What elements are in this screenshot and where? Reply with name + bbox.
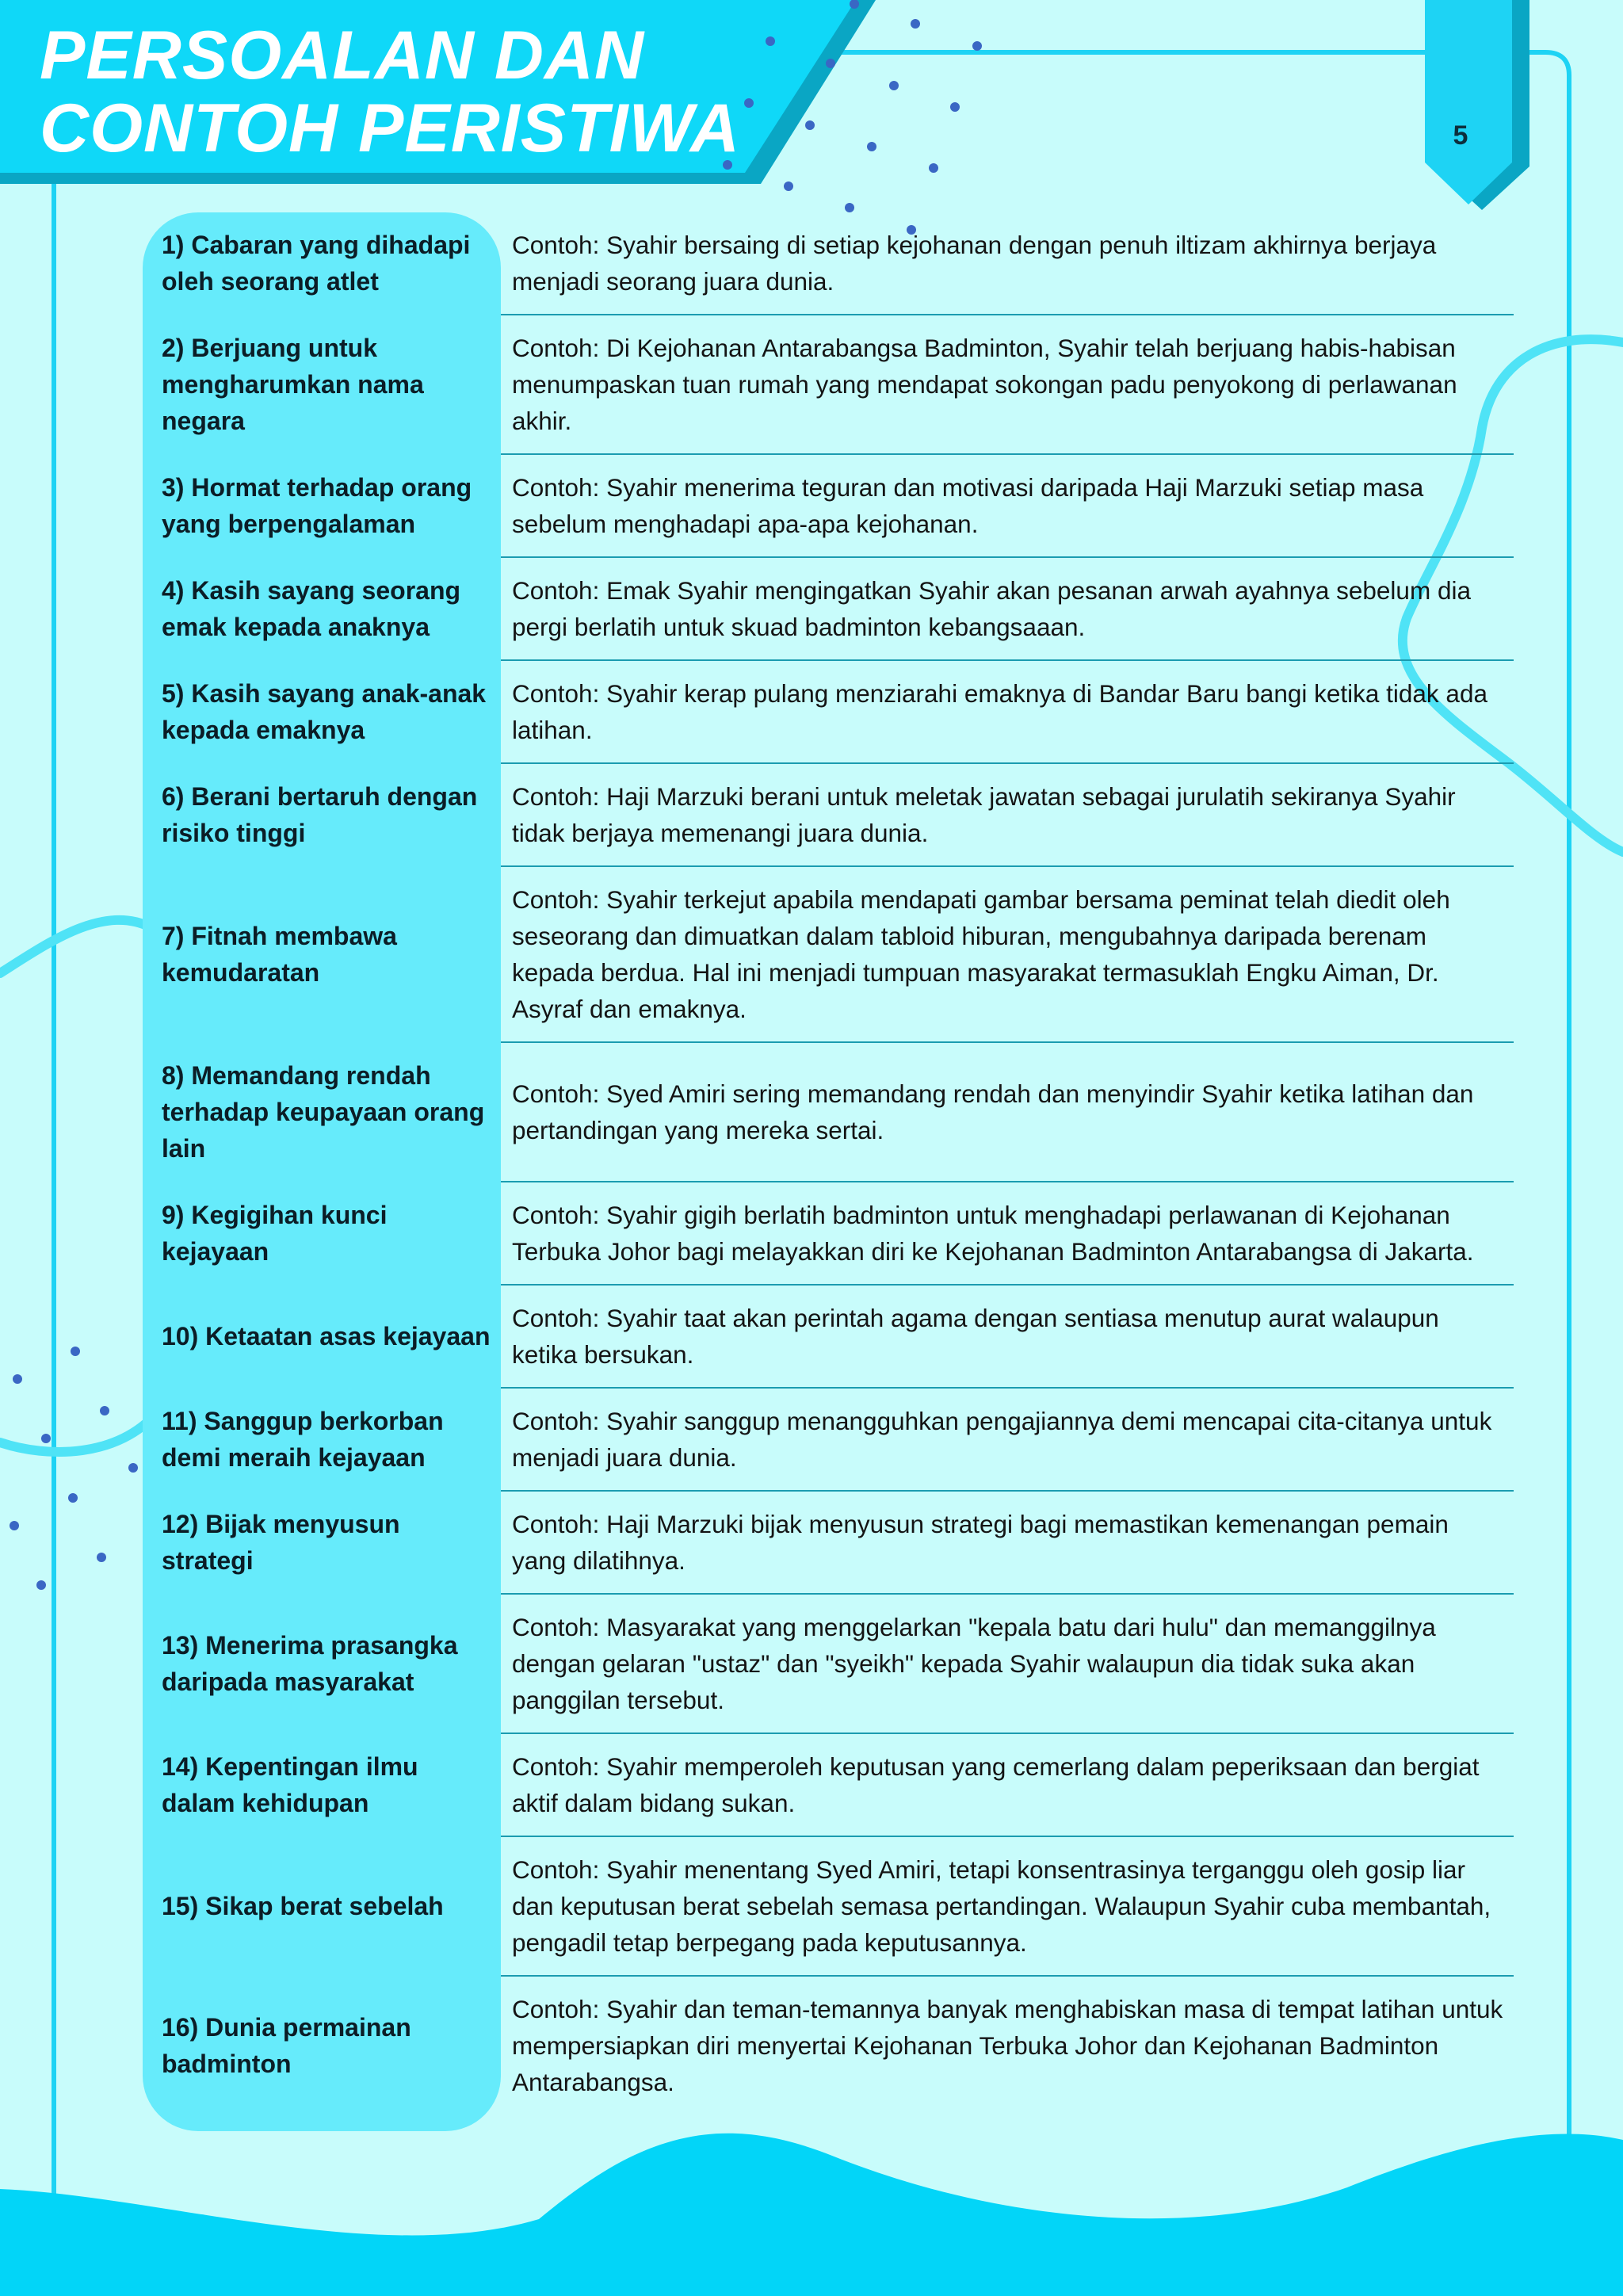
table-row <box>143 1388 1514 1491</box>
example-cell: Contoh: Haji Marzuki berani untuk meletak jawatan sebagai jurulatih sekiranya Syahir tidak berjaya memenangi juara dunia. <box>501 763 1514 866</box>
example-cell: Contoh: Syahir memperoleh keputusan yang cemerlang dalam peperiksaan dan bergiat aktif dalam bidang sukan. <box>501 1733 1514 1836</box>
topic-cell: 12) Bijak menyusun strategi <box>162 1510 400 1575</box>
table-body <box>143 212 1514 2115</box>
table-row <box>143 212 1514 315</box>
table-row <box>143 1836 1514 1976</box>
example-cell: Contoh: Syahir dan teman-temannya banyak menghabiskan masa di tempat latihan untuk mempersiapkan diri menyertai Kejohanan Terbuka Johor dan Kejohanan Badminton Antarabangsa. <box>512 1995 1503 2096</box>
example-cell: Contoh: Emak Syahir mengingatkan Syahir akan pesanan arwah ayahnya sebelum dia pergi berlatih untuk skuad badminton kebangsaaan. <box>501 557 1514 660</box>
table-row <box>143 454 1514 557</box>
topic-cell: 6) Berani bertaruh dengan risiko tinggi <box>162 782 478 847</box>
title-line-1: PERSOALAN DAN <box>40 17 645 94</box>
topic-cell: 13) Menerima prasangka daripada masyarakat <box>162 1631 458 1696</box>
bottom-wave <box>0 2134 1623 2296</box>
example-cell: Contoh: Di Kejohanan Antarabangsa Badminton, Syahir telah berjuang habis-habisan menumpaskan tuan rumah yang mendapat sokongan padu penyokong di perlawanan akhir. <box>501 315 1514 454</box>
table-row <box>143 1182 1514 1285</box>
table-row <box>143 315 1514 454</box>
example-cell: Contoh: Syahir sanggup menangguhkan pengajiannya demi mencapai cita-citanya untuk menjadi juara dunia. <box>501 1388 1514 1491</box>
topic-cell: 1) Cabaran yang dihadapi oleh seorang atlet <box>162 231 471 296</box>
topic-cell: 11) Sanggup berkorban demi meraih kejayaan <box>162 1407 444 1472</box>
theme-table <box>143 212 1514 2115</box>
themes-examples-table <box>143 212 1514 2115</box>
table-row <box>143 1976 1514 2115</box>
topic-cell: 14) Kepentingan ilmu dalam kehidupan <box>162 1752 418 1817</box>
table-row <box>143 763 1514 866</box>
example-cell: Contoh: Syahir gigih berlatih badminton untuk menghadapi perlawanan di Kejohanan Terbuka Johor bagi melayakkan diri ke Kejohanan Badminton Antarabangsa di Jakarta. <box>501 1182 1514 1285</box>
table-row <box>143 557 1514 660</box>
example-cell: Contoh: Syahir menerima teguran dan motivasi daripada Haji Marzuki setiap masa sebelum menghadapi apa-apa kejohanan. <box>501 454 1514 557</box>
table-row <box>143 660 1514 763</box>
example-cell: Contoh: Syahir kerap pulang menziarahi emaknya di Bandar Baru bangi ketika tidak ada latihan. <box>501 660 1514 763</box>
example-cell: Contoh: Syed Amiri sering memandang rendah dan menyindir Syahir ketika latihan dan pertandingan yang mereka sertai. <box>501 1042 1514 1182</box>
example-cell: Contoh: Syahir taat akan perintah agama dengan sentiasa menutup aurat walaupun ketika bersukan. <box>501 1285 1514 1388</box>
topic-cell: 8) Memandang rendah terhadap keupayaan orang lain <box>162 1061 485 1163</box>
topic-cell: 5) Kasih sayang anak-anak kepada emaknya <box>162 679 487 744</box>
topic-cell: 16) Dunia permainan badminton <box>162 2012 411 2078</box>
table-row <box>143 1733 1514 1836</box>
example-cell: Contoh: Masyarakat yang menggelarkan "kepala batu dari hulu" dan memanggilnya dengan gelaran "ustaz" dan "syeikh" kepada Syahir walaupun dia tidak suka akan panggilan tersebut. <box>501 1594 1514 1733</box>
table-row <box>143 1285 1514 1388</box>
topic-cell: 7) Fitnah membawa kemudaratan <box>162 922 397 987</box>
table-row <box>143 1594 1514 1733</box>
topic-cell: 4) Kasih sayang seorang emak kepada anaknya <box>162 576 461 641</box>
example-cell: Contoh: Syahir bersaing di setiap kejohanan dengan penuh iltizam akhirnya berjaya menjadi seorang juara dunia. <box>501 212 1514 315</box>
topic-cell: 15) Sikap berat sebelah <box>162 1892 444 1920</box>
topic-cell: 2) Berjuang untuk mengharumkan nama negara <box>162 334 424 435</box>
topic-cell: 3) Hormat terhadap orang yang berpengalaman <box>162 473 472 538</box>
page-title <box>40 19 740 165</box>
table-row <box>143 1042 1514 1182</box>
bookmark <box>1425 0 1512 204</box>
example-cell: Contoh: Syahir terkejut apabila mendapati gambar bersama peminat telah diedit oleh seseorang dan dimuatkan dalam tabloid hiburan, mengubahnya daripada berenam kepada berdua. Hal ini menjadi tumpuan masyarakat termasuklah Engku Aiman, Dr. Asyraf dan emaknya. <box>501 866 1514 1042</box>
title-line-2: CONTOH PERISTIWA <box>40 90 741 166</box>
table-row <box>143 866 1514 1042</box>
page-number: 5 <box>1453 120 1468 151</box>
topic-cell: 10) Ketaatan asas kejayaan <box>162 1322 491 1350</box>
example-cell: Contoh: Syahir menentang Syed Amiri, tetapi konsentrasinya terganggu oleh gosip liar dan keputusan berat sebelah semasa pertandingan. Walaupun Syahir cuba membantah, pengadil tetap berpegang pada keputusannya. <box>501 1836 1514 1976</box>
example-cell: Contoh: Haji Marzuki bijak menyusun strategi bagi memastikan kemenangan pemain yang dilatihnya. <box>501 1491 1514 1594</box>
table-row <box>143 1491 1514 1594</box>
dots-left <box>10 1347 165 1590</box>
topic-cell: 9) Kegigihan kunci kejayaan <box>162 1201 388 1266</box>
